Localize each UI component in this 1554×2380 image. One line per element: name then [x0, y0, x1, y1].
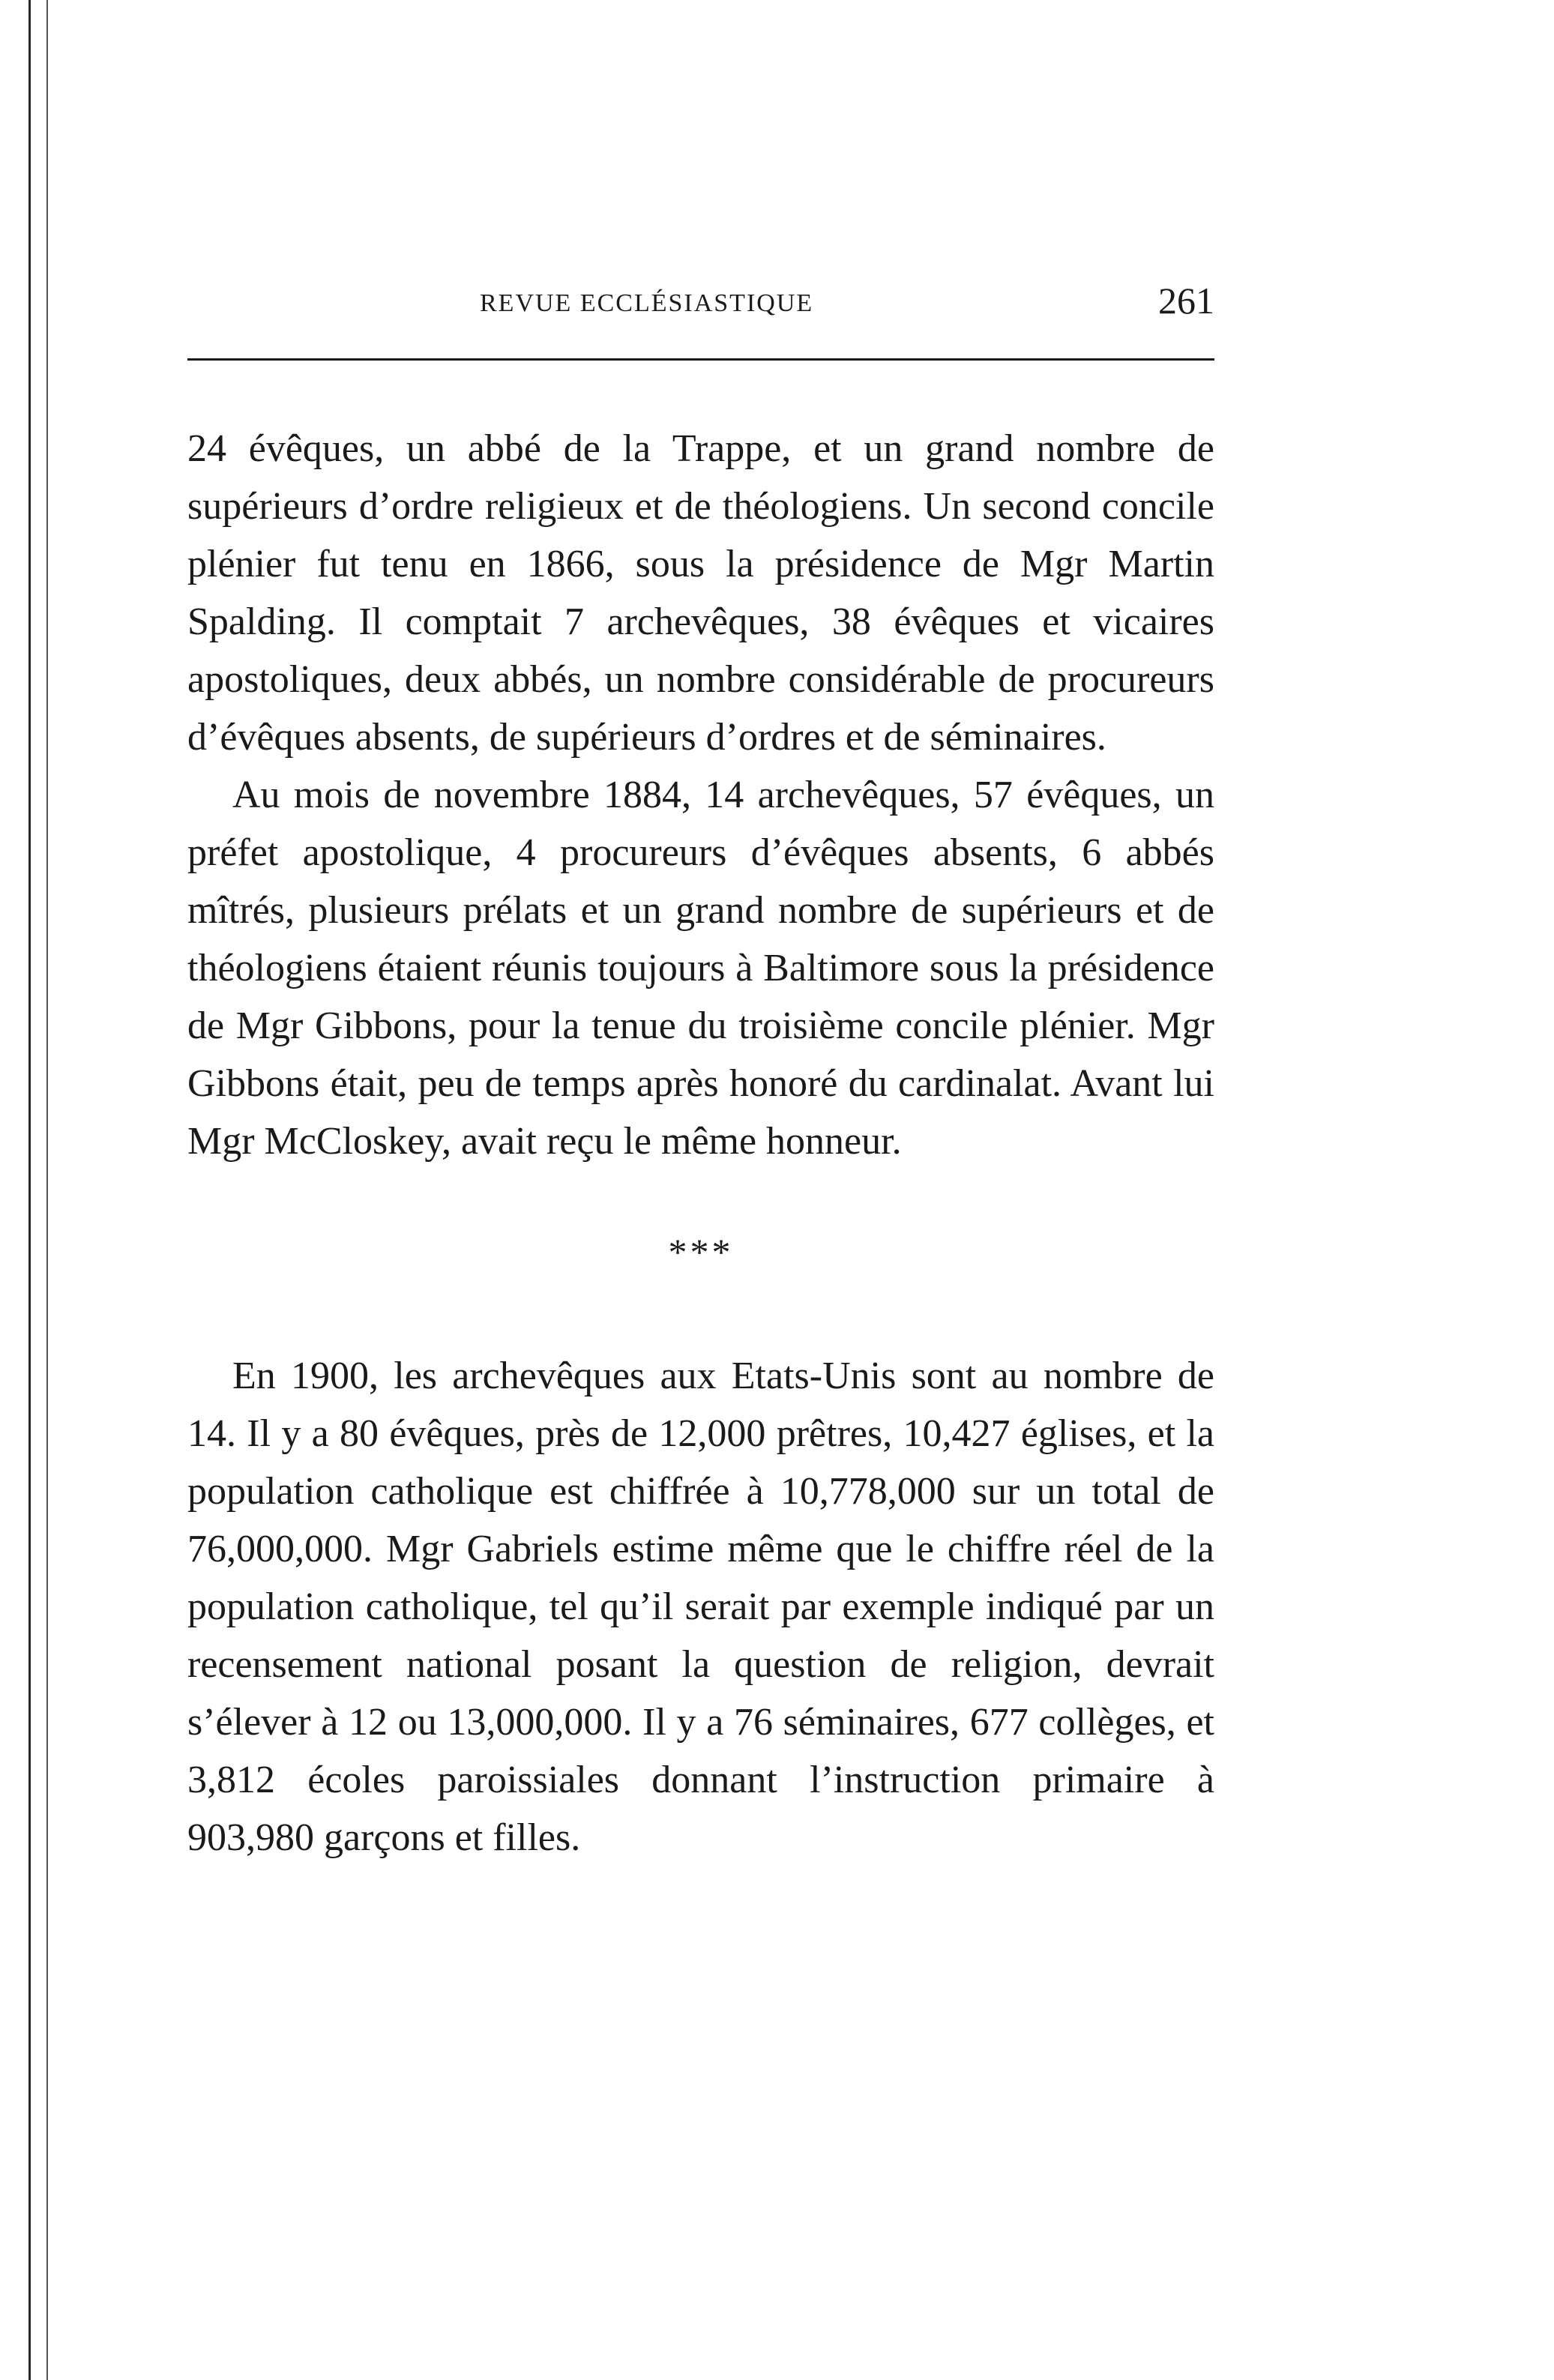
running-title: REVUE ECCLÉSIASTIQUE	[480, 289, 814, 317]
body-text	[187, 420, 1214, 1867]
page-number: 261	[1158, 280, 1214, 322]
asterism: ***	[668, 1231, 734, 1273]
binding-edge-inner	[46, 0, 48, 2380]
page-header	[187, 279, 1214, 331]
paragraph-3: En 1900, les archevêques aux Etats-Unis sont au nombre de 14. Il y a 80 évêques, près de 12,000 prêtres, 10,427 églises, et la population catholique est chiffrée à 10,778,000 sur un total de 76,000,000. Mgr Gabriels estime même que le chiffre réel de la population catholique, tel qu’il serait par exemple indiqué par un recensement national posant la question de religion, devrait s’élever à 12 ou 13,000,000. Il y a 76 séminaires, 677 collèges, et 3,812 écoles paroissiales donnant l’instruction primaire à 903,980 garçons et filles.	[187, 1355, 1214, 1859]
paragraph-1: 24 évêques, un abbé de la Trappe, et un grand nombre de supérieurs d’ordre religieux et de théologiens. Un second concile plénier fut tenu en 1866, sous la présidence de Mgr Martin Spalding. Il comptait 7 archevêques, 38 évêques et vicaires apostoliques, deux abbés, un nombre considérable de procureurs d’évêques absents, de supérieurs d’ordres et de séminaires.	[187, 427, 1214, 759]
header-rule	[187, 358, 1214, 361]
section-separator	[187, 1215, 1214, 1328]
paragraph-2: Au mois de novembre 1884, 14 archevêques, 57 évêques, un préfet apostolique, 4 procureurs d’évêques absents, 6 abbés mîtrés, plusieurs prélats et un grand nombre de supérieurs et de théologiens étaient réunis toujours à Baltimore sous la présidence de Mgr Gibbons, pour la tenue du troisième concile plénier. Mgr Gibbons était, peu de temps après honoré du cardinalat. Avant lui Mgr McCloskey, avait reçu le même honneur.	[187, 774, 1214, 1163]
binding-edge	[28, 0, 31, 2380]
